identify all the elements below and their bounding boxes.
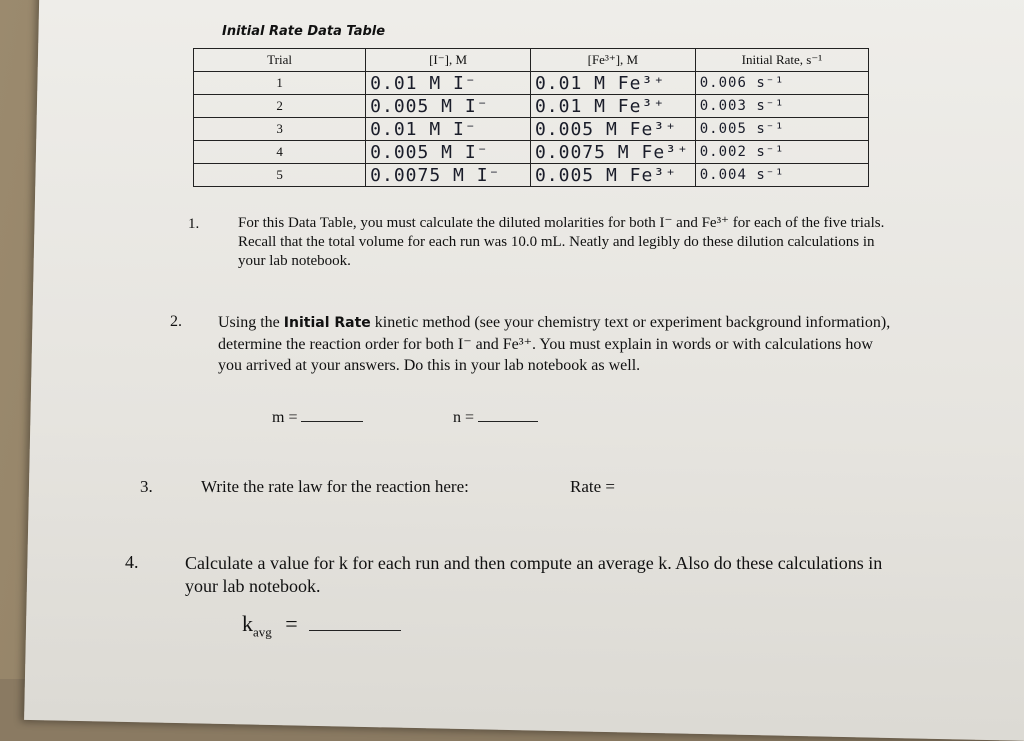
m-answer-row [272, 408, 363, 428]
n-label: n = [453, 409, 475, 426]
question-4-number: 4. [125, 552, 139, 572]
header-rate: Initial Rate, s⁻¹ [695, 49, 868, 72]
iron-cell: 0.01 M Fe³⁺ [530, 72, 695, 95]
rate-label: Rate = [570, 477, 615, 496]
k-avg-blank[interactable] [309, 630, 401, 631]
table-row [194, 164, 869, 187]
question-3-number: 3. [140, 477, 153, 496]
trial-cell: 4 [194, 141, 366, 164]
m-label: m = [272, 409, 298, 426]
k-avg-row [242, 611, 401, 642]
iodide-cell: 0.0075 M I⁻ [366, 164, 531, 187]
question-3-text: Write the rate law for the reaction here: [201, 477, 469, 496]
initial-rate-data-table [193, 48, 869, 187]
table-row [194, 118, 869, 141]
rate-cell: 0.006 s⁻¹ [695, 72, 868, 95]
iodide-cell: 0.01 M I⁻ [366, 118, 531, 141]
iron-cell: 0.01 M Fe³⁺ [530, 95, 695, 118]
trial-cell: 5 [194, 164, 366, 187]
table-row [194, 72, 869, 95]
table-title: Initial Rate Data Table [222, 24, 386, 39]
question-2-text-after: kinetic method (see your chemistry text or experiment background information), determine the reaction order for both I⁻ and Fe³⁺. You must explain in words or with calculations how you arrived at your answers. Do this in your lab notebook as well. [218, 314, 891, 374]
question-2-bold: Initial Rate [283, 315, 371, 331]
k-equals: = [285, 611, 298, 636]
header-trial: Trial [194, 49, 366, 72]
question-2-number: 2. [170, 313, 182, 330]
iron-cell: 0.005 M Fe³⁺ [530, 118, 695, 141]
trial-cell: 1 [194, 72, 366, 95]
table-row [194, 95, 869, 118]
iodide-cell: 0.005 M I⁻ [366, 141, 531, 164]
k-label: k [242, 611, 253, 636]
k-sub: avg [253, 624, 272, 640]
question-1-number: 1. [188, 216, 200, 232]
header-iron: [Fe³⁺], M [530, 49, 695, 72]
trial-cell: 3 [194, 118, 366, 141]
iodide-cell: 0.01 M I⁻ [366, 72, 531, 95]
question-4-text: Calculate a value for k for each run and then compute an average k. Also do these calculations in your lab notebook. [185, 553, 883, 596]
n-answer-blank[interactable] [478, 421, 538, 422]
m-answer-blank[interactable] [301, 421, 363, 422]
header-iodide: [I⁻], M [366, 49, 531, 72]
n-answer-row [453, 408, 538, 428]
iodide-cell: 0.005 M I⁻ [366, 95, 531, 118]
trial-cell: 2 [194, 95, 366, 118]
rate-cell: 0.005 s⁻¹ [695, 118, 868, 141]
iron-cell: 0.0075 M Fe³⁺ [530, 141, 695, 164]
rate-cell: 0.002 s⁻¹ [695, 141, 868, 164]
table-row [194, 141, 869, 164]
question-1-text: For this Data Table, you must calculate the diluted molarities for both I⁻ and Fe³⁺ for each of the five trials. Recall that the total volume for each run was 10.0 mL. Neatly and legibly do these dilution calculations in your lab notebook. [238, 215, 885, 269]
rate-cell: 0.004 s⁻¹ [695, 164, 868, 187]
table-header-row [194, 49, 869, 72]
question-2-text [218, 312, 898, 376]
rate-cell: 0.003 s⁻¹ [695, 95, 868, 118]
iron-cell: 0.005 M Fe³⁺ [530, 164, 695, 187]
question-2-text-before: Using the [218, 314, 280, 331]
